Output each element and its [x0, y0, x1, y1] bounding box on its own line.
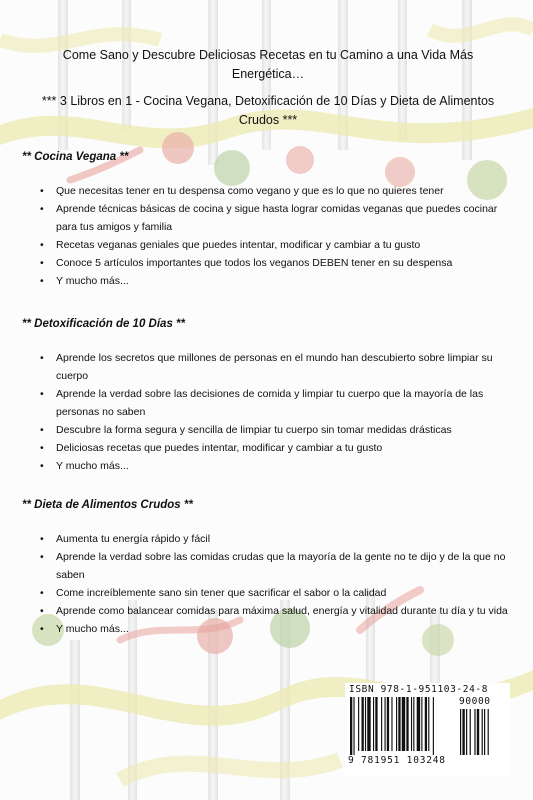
list-item: • Y mucho más...	[38, 620, 510, 638]
ean-digits: 9 781951 103248	[348, 755, 446, 766]
barcode-bar	[381, 697, 382, 751]
barcode-bar	[365, 697, 366, 751]
barcode-addon-bar	[488, 709, 489, 755]
barcode-bar	[425, 697, 427, 751]
isbn-label: ISBN 978-1-951103-24-8	[349, 684, 489, 695]
list-item: • Y mucho más...	[38, 457, 510, 475]
list-item: • Conoce 5 artículos importantes que todos los veganos DEBEN tener en su despensa	[38, 254, 510, 272]
list-item: • Deliciosas recetas que puedes intentar, modificar y cambiar a tu gusto	[38, 439, 510, 457]
barcode-bar	[367, 697, 370, 751]
list-item: • Recetas veganas geniales que puedes intentar, modificar y cambiar a tu gusto	[38, 236, 510, 254]
barcode-bar	[413, 697, 414, 751]
barcode-bars	[350, 697, 508, 759]
barcode-bar	[396, 697, 397, 751]
barcode-bar	[358, 697, 359, 751]
section-title-detoxificacion: ** Detoxificación de 10 Días **	[22, 318, 185, 330]
barcode-addon-bar	[462, 709, 464, 755]
barcode-bar	[428, 697, 429, 751]
list-item: • Aprende los secretos que millones de personas en el mundo han descubierto sobre limpiar su cuerpo	[38, 349, 510, 385]
barcode-bar	[385, 697, 386, 751]
section-list-alimentos-crudos	[38, 530, 510, 638]
section-title-alimentos-crudos: ** Dieta de Alimentos Crudos **	[22, 499, 193, 511]
list-item: • Aumenta tu energía rápido y fácil	[38, 530, 510, 548]
section-list-cocina-vegana	[38, 182, 510, 290]
barcode-bar	[375, 697, 377, 751]
barcode-bar	[398, 697, 400, 751]
barcode-bar	[362, 697, 364, 751]
barcode-bar	[353, 697, 354, 755]
barcode-addon-bar	[470, 709, 471, 755]
barcode-addon-bar	[466, 709, 467, 755]
barcode-addon-bar	[482, 709, 483, 755]
barcode-bar	[350, 697, 352, 755]
barcode-bar	[373, 697, 374, 751]
list-item: • Aprende la verdad sobre las decisiones de comida y limpiar tu cuerpo que la mayoría de las personas no saben	[38, 385, 510, 421]
intro-tagline: Come Sano y Descubre Deliciosas Recetas en tu Camino a una Vida Más Energética…	[62, 48, 474, 81]
barcode-bar	[421, 697, 422, 751]
barcode-bar	[411, 697, 412, 751]
barcode-addon-bar	[477, 709, 479, 755]
section-title-cocina-vegana: ** Cocina Vegana **	[22, 151, 129, 163]
barcode-bar	[402, 697, 405, 751]
list-item: • Aprende como balancear comidas para máxima salud, energía y vitalidad durante tu día y tu vida	[38, 602, 510, 620]
section-list-detoxificacion	[38, 349, 510, 475]
list-item: • Descubre la forma segura y sencilla de limpiar tu cuerpo sin tomar medidas drásticas	[38, 421, 510, 439]
list-item: • Come increíblemente sano sin tener que sacrificar el sabor o la calidad	[38, 584, 510, 602]
barcode-addon-number: 90000	[459, 696, 491, 707]
barcode-bar	[387, 697, 389, 751]
barcode-bar	[406, 697, 408, 751]
barcode-bar	[417, 697, 420, 751]
intro-subtitle: *** 3 Libros en 1 - Cocina Vegana, Detoxificación de 10 Días y Dieta de Alimentos Crudos ***	[41, 94, 495, 127]
list-item: • Aprende técnicas básicas de cocina y sigue hasta lograr comidas veganas que puedes cocinar para tus amigos y familia	[38, 200, 510, 236]
barcode-bar	[433, 697, 434, 755]
barcode-addon-bar	[474, 709, 475, 755]
barcode-addon-bar	[484, 709, 485, 755]
barcode-addon-bar	[460, 709, 461, 755]
list-item: • Y mucho más...	[38, 272, 510, 290]
barcode-bar	[391, 697, 392, 751]
list-item: • Que necesitas tener en tu despensa como vegano y que es lo que no quieres tener	[38, 182, 510, 200]
list-item: • Aprende la verdad sobre las comidas crudas que la mayoría de la gente no te dijo y de la que no saben	[38, 548, 510, 584]
